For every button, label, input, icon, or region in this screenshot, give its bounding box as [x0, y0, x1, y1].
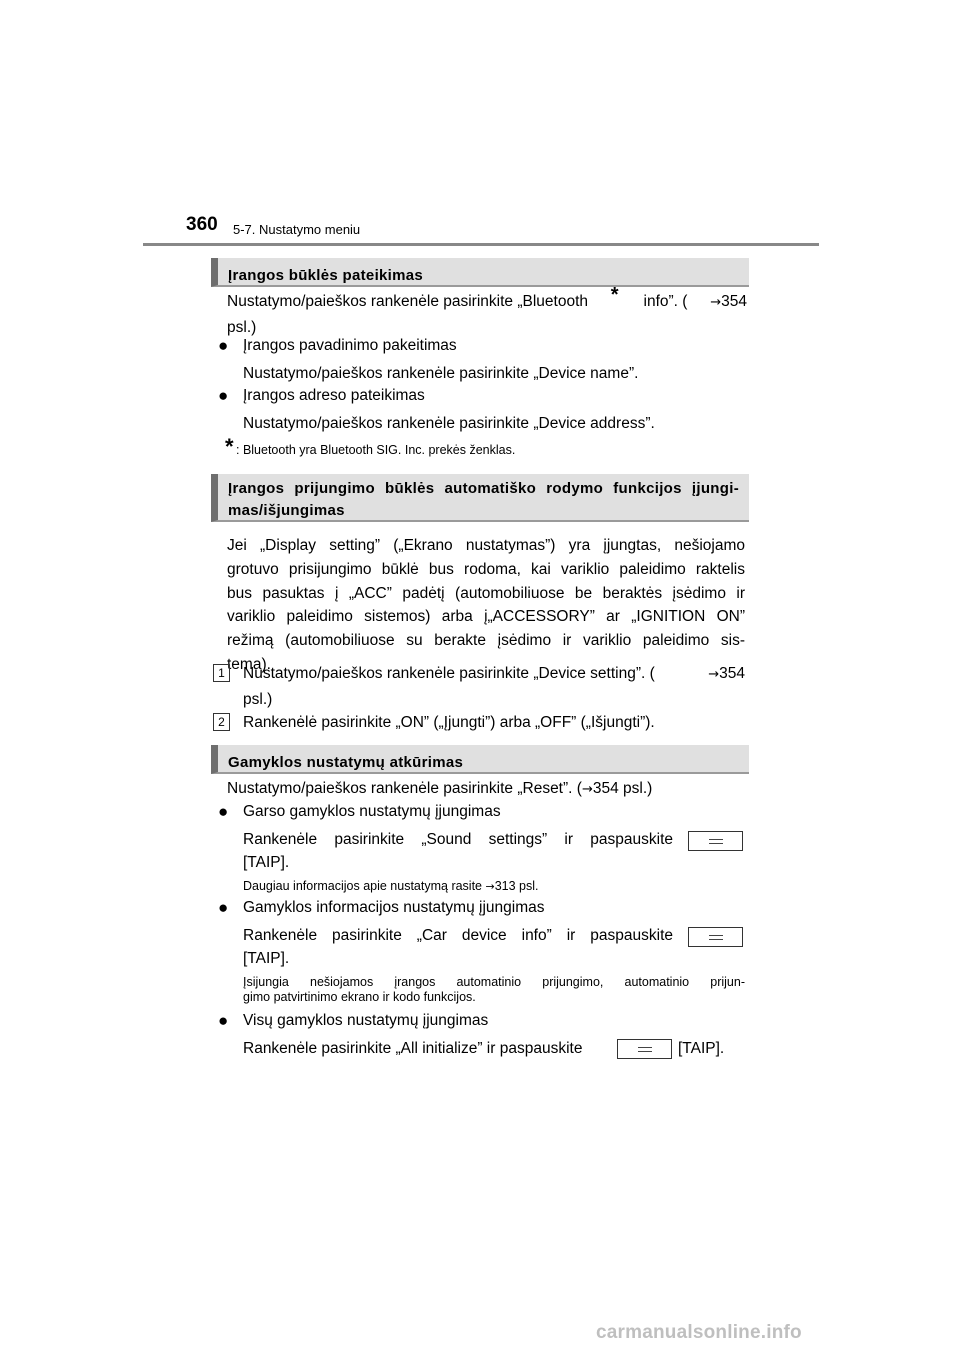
- s2-para-line: tema).: [227, 655, 271, 673]
- bullet-icon: [218, 1012, 236, 1030]
- watermark: carmanualsonline.info: [596, 1322, 802, 1343]
- s1-bullet2-title: Įrangos adreso pateikimas: [243, 387, 425, 404]
- page-ref: 354 psl.): [592, 780, 653, 797]
- section-heading-auto-display: [211, 474, 749, 522]
- s3-bullet2-note: [243, 975, 745, 1005]
- section-heading-factory-reset: [211, 745, 749, 774]
- s1-intro-line2: psl.): [227, 319, 257, 336]
- page-ref: 313 psl.: [494, 879, 539, 893]
- s3-bullet1-text: Rankenėle pasirinkite „Sound settings” ir paspauskite: [243, 831, 673, 848]
- note-line: Įsijungia nešiojamos įrangos automatinio prijungimo, automatinio prijun-: [243, 975, 745, 989]
- s1-intro-part-a: Nustatymo/paieškos rankenėle pasirinkite „Bluetooth: [227, 293, 588, 310]
- enter-button-icon: [688, 831, 743, 851]
- arrow-icon: →: [710, 295, 722, 310]
- arrow-icon: →: [708, 667, 720, 682]
- s2-step1-text: Nustatymo/paieškos rankenėle pasirinkite „Device setting”. (: [243, 665, 655, 682]
- s2-step2: Rankenėlė pasirinkite „ON” („Įjungti”) arba „OFF” („Išjungti”).: [243, 714, 655, 731]
- s2-para-line: variklio paleidimo sistemos) arba į„ACCESSORY” ar „IGNITION ON”: [227, 608, 745, 626]
- s1-bullet1-text: Nustatymo/paieškos rankenėle pasirinkite „Device name”.: [243, 365, 639, 382]
- s3-bullet3-title: Visų gamyklos nustatymų įjungimas: [243, 1012, 489, 1029]
- asterisk-mark: *: [610, 284, 619, 306]
- page-ref: 354: [721, 293, 747, 310]
- heading-line2: mas/išjungimas: [228, 502, 345, 519]
- step-number-1: 1: [213, 664, 230, 682]
- step-number-2: 2: [213, 713, 230, 731]
- enter-button-icon: [688, 927, 743, 947]
- s3-bullet2-line2: [TAIP].: [243, 950, 290, 967]
- heading-text: Įrangos būklės pateikimas: [228, 267, 424, 284]
- s3-bullet3-text: Rankenėle pasirinkite „All initialize” ir paspauskite: [243, 1040, 583, 1057]
- footnote: : Bluetooth yra Bluetooth SIG. Inc. prekės ženklas.: [236, 443, 516, 457]
- arrow-icon: →: [581, 782, 593, 797]
- bullet-icon: [218, 387, 236, 405]
- page-ref: 354: [719, 665, 745, 682]
- enter-button-icon: [617, 1039, 672, 1059]
- s3-bullet1-title: Garso gamyklos nustatymų įjungimas: [243, 803, 501, 820]
- s2-step1: [243, 661, 745, 712]
- section-title: 5-7. Nustatymo meniu: [233, 222, 361, 237]
- s3-bullet1-line1: [243, 827, 673, 852]
- s2-para-line: bus pasuktas į „ACC” padėtį (automobiliuose be beraktės įsėdimo ir: [227, 584, 745, 602]
- note-text: Daugiau informacijos apie nustatymą rasite: [243, 879, 486, 893]
- s1-bullet1-title: Įrangos pavadinimo pakeitimas: [243, 337, 457, 354]
- s2-step1-line2: psl.): [243, 691, 273, 708]
- s3-bullet1-note: [243, 879, 538, 894]
- s3-bullet1-line2: [TAIP].: [243, 854, 290, 871]
- s3-bullet3-text-end: [TAIP].: [678, 1040, 725, 1057]
- heading-line1: Įrangos prijungimo būklės automatiško rodymo funkcijos įjungi-: [228, 480, 739, 497]
- s3-intro-text: Nustatymo/paieškos rankenėle pasirinkite „Reset”. (: [227, 780, 582, 797]
- bullet-icon: [218, 803, 236, 821]
- note-line: gimo patvirtinimo ekrano ir kodo funkcijos.: [243, 990, 476, 1004]
- bullet-icon: [218, 899, 236, 917]
- s2-paragraph: [227, 534, 745, 677]
- s1-bullet2-text: Nustatymo/paieškos rankenėle pasirinkite „Device address”.: [243, 415, 655, 432]
- section-heading-device-status: [211, 258, 749, 287]
- s2-para-line: Jei „Display setting” („Ekrano nustatymas”) yra įjungtas, nešiojamo: [227, 537, 745, 554]
- s3-bullet2-title: Gamyklos informacijos nustatymų įjungimas: [243, 899, 545, 916]
- page-number: 360: [186, 214, 218, 235]
- heading-text: Gamyklos nustatymų atkūrimas: [228, 754, 464, 771]
- footnote-asterisk: *: [225, 434, 234, 459]
- s2-para-line: režimą (automobiliuose su berakte įsėdimo ir variklio paleidimo sis-: [227, 632, 745, 650]
- bullet-icon: [218, 337, 236, 355]
- header-divider: [143, 243, 819, 246]
- s1-intro-part-b: info”. (: [643, 293, 688, 310]
- s3-bullet2-line1: [243, 923, 673, 948]
- arrow-icon: →: [485, 880, 495, 893]
- s3-bullet2-text: Rankenėle pasirinkite „Car device info” ir paspauskite: [243, 927, 673, 944]
- s2-para-line: grotuvo prisijungimo būklė bus rodoma, kai variklio paleidimo raktelis: [227, 560, 745, 578]
